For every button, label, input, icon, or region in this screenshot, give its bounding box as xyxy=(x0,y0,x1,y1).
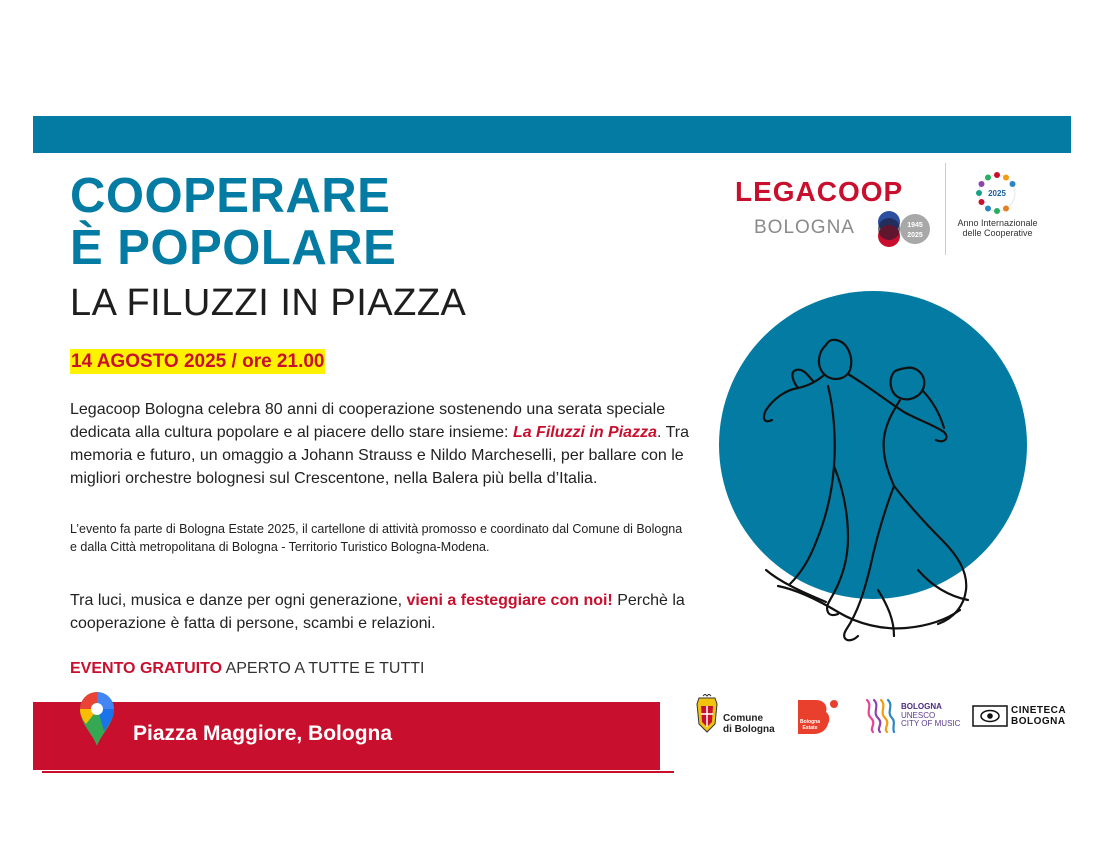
invitation-rest: Perchè la cooperazione è fatta di persone, scambi e relazioni. xyxy=(70,592,685,632)
location-name: Piazza Maggiore, Bologna xyxy=(133,722,393,745)
description-intro: Legacoop Bologna celebra 80 anni di cooperazione sostenendo una serata speciale dedicata alla cultura popolare e al piacere dello stare insieme: xyxy=(70,401,666,441)
unesco-city-of-music-logo xyxy=(863,698,897,734)
dancing-couple-illustration xyxy=(718,290,1030,650)
cooperatives-year-number: 2025 xyxy=(988,189,1006,198)
title-line-2: È POPOLARE xyxy=(70,221,397,275)
free-event-highlight: EVENTO GRATUITO xyxy=(70,660,223,677)
location-underline xyxy=(42,771,674,773)
unesco-line1: BOLOGNA xyxy=(901,702,942,711)
cineteca-line1: CINETECA xyxy=(1011,705,1067,716)
legacoop-logo-text: LEGACOOP xyxy=(735,176,904,207)
bologna-estate-note: L’evento fa parte di Bologna Estate 2025, il cartellone di attività promosso e coordinato dal Comune di Bologna e dalla Città metropolitana di Bologna - Territorio Turistico Bologna-Modena. xyxy=(70,522,683,554)
anniversary-end-year: 2025 xyxy=(907,232,923,239)
cineteca-logo-text xyxy=(1011,705,1066,727)
free-event-rest: APERTO A TUTTE E TUTTI xyxy=(222,660,425,677)
cineteca-line2: BOLOGNA xyxy=(1011,716,1066,727)
unesco-line3: CITY OF MUSIC xyxy=(901,719,961,728)
cooperatives-year-caption xyxy=(950,218,1045,238)
unesco-line2: UNESCO xyxy=(901,710,936,720)
cooperatives-year-logo xyxy=(975,171,1019,215)
legacoop-city: BOLOGNA xyxy=(754,217,855,238)
unesco-logo-text xyxy=(901,703,960,729)
comune-line2: di Bologna xyxy=(723,724,775,735)
cooperatives-year-line1: Anno Internazionale xyxy=(957,218,1038,228)
comune-line1: Comune xyxy=(723,713,763,724)
comune-bologna-logo-text xyxy=(723,713,775,735)
subtitle: LA FILUZZI IN PIAZZA xyxy=(70,282,467,324)
cineteca-eye-icon xyxy=(972,705,1008,727)
map-pin-icon xyxy=(76,688,118,748)
bologna-estate-line2: Estate xyxy=(802,725,818,731)
comune-bologna-crest-icon xyxy=(693,694,721,736)
event-name-highlight: La Filuzzi in Piazza xyxy=(512,424,657,441)
invitation-intro: Tra luci, musica e danze per ogni generazione, xyxy=(70,592,407,609)
anniversary-badge xyxy=(875,208,933,250)
anniversary-start-year: 1945 xyxy=(907,222,923,229)
event-date: 14 AGOSTO 2025 / ore 21.00 xyxy=(71,351,325,372)
description-paragraph xyxy=(70,398,710,490)
bologna-estate-logo xyxy=(796,698,840,736)
description-rest: . Tra memoria e futuro, un omaggio a Johann Strauss e Nildo Marcheselli, per ballare con le migliori orchestre bolognesi sul Crescentone, nella Balera più bella d’Italia. xyxy=(70,424,689,487)
top-banner-bar xyxy=(33,116,1071,153)
invitation-paragraph xyxy=(70,589,710,635)
free-event-label xyxy=(70,659,424,679)
title-line-1: COOPERARE xyxy=(70,169,391,223)
cooperatives-year-line2: delle Cooperative xyxy=(962,228,1033,238)
invitation-highlight: vieni a festeggiare con noi! xyxy=(406,592,613,609)
bologna-estate-line1: Bologna xyxy=(800,719,820,725)
logo-divider xyxy=(945,163,946,255)
